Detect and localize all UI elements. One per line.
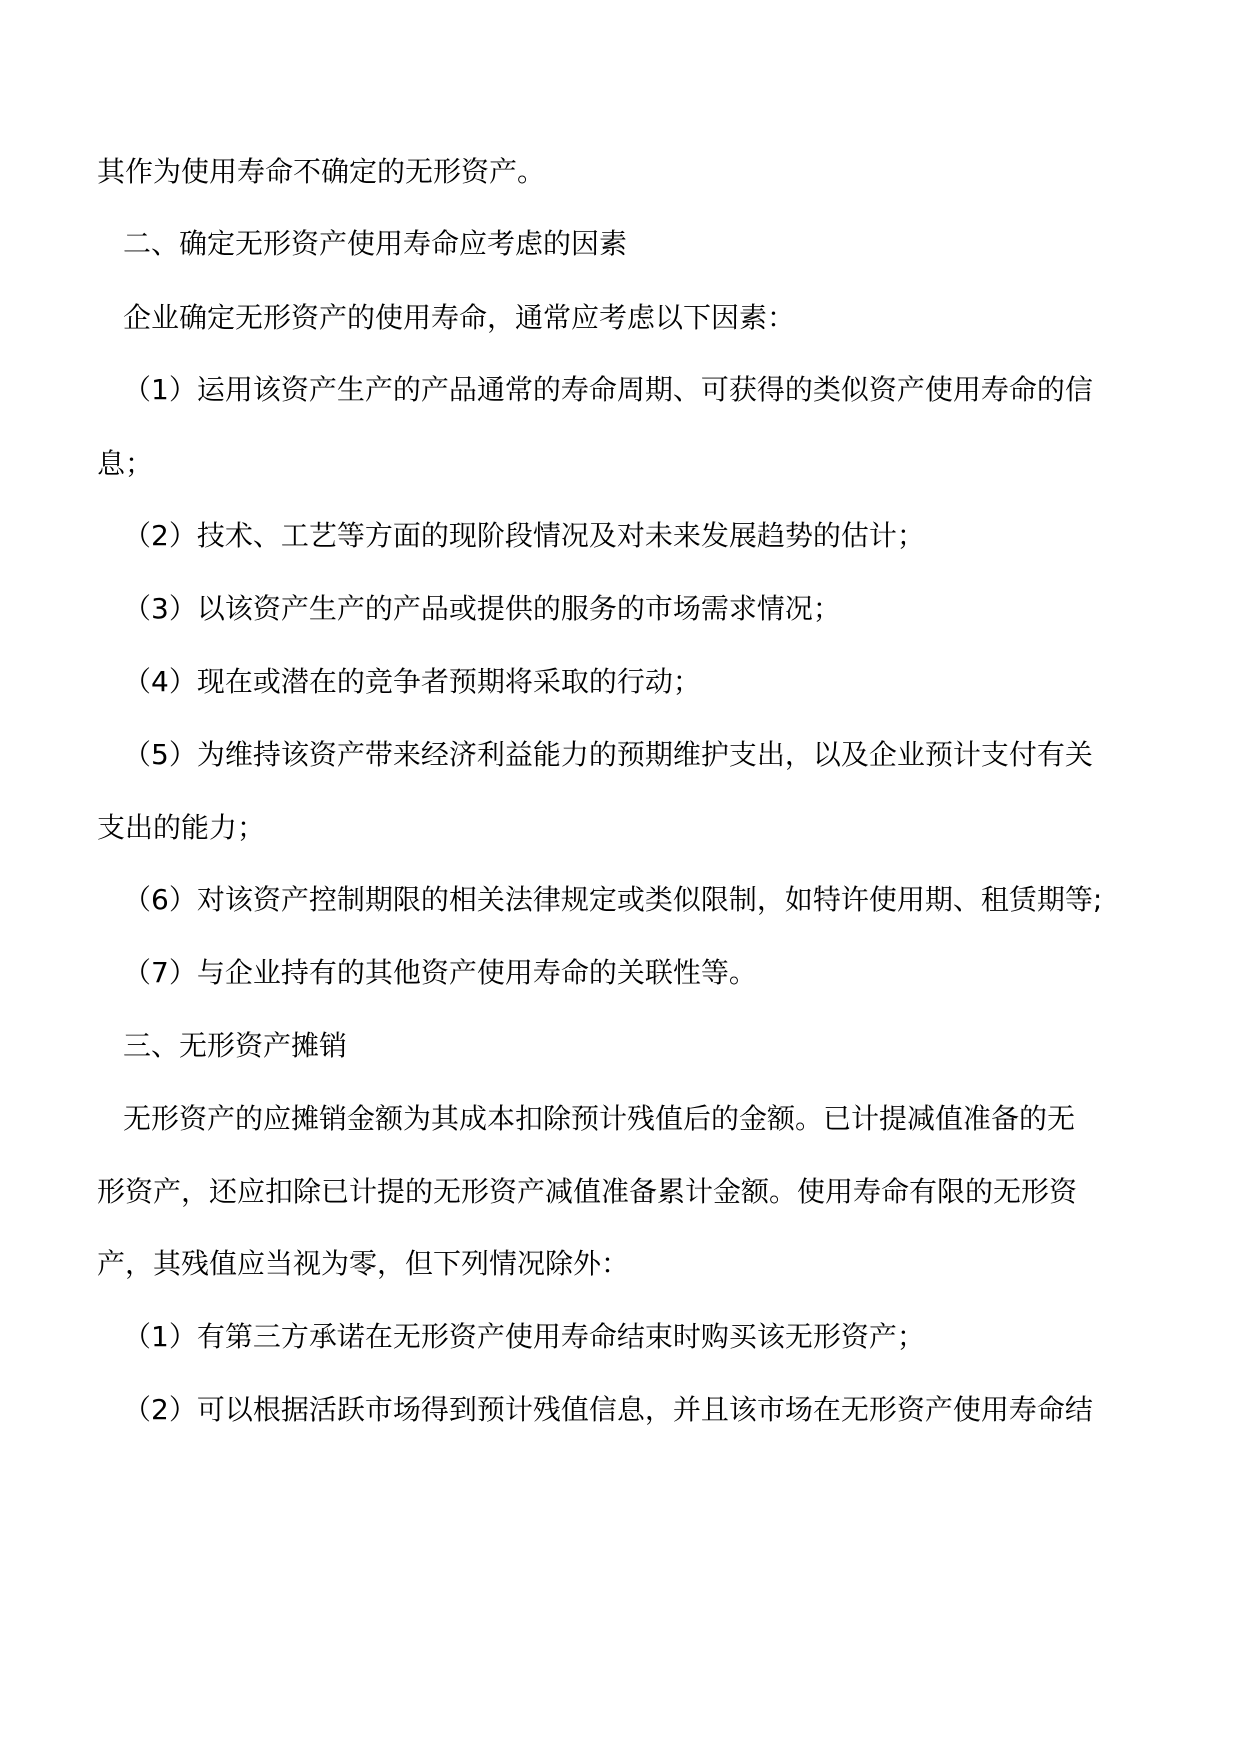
list-item: （6）对该资产控制期限的相关法律规定或类似限制，如特许使用期、租赁期等; (123, 883, 1103, 916)
section-heading: 三、无形资产摊销 (123, 1029, 348, 1062)
list-item: （2）可以根据活跃市场得到预计残值信息，并且该市场在无形资产使用寿命结 (123, 1393, 1093, 1426)
paragraph-line: 企业确定无形资产的使用寿命，通常应考虑以下因素： (123, 301, 796, 334)
list-item: （3）以该资产生产的产品或提供的服务的市场需求情况； (123, 592, 841, 625)
paragraph-line: 产，其残值应当视为零，但下列情况除外： (97, 1247, 630, 1280)
list-item: （7）与企业持有的其他资产使用寿命的关联性等。 (123, 956, 757, 989)
list-item-continuation: 息； (97, 447, 154, 480)
paragraph-line: 无形资产的应摊销金额为其成本扣除预计残值后的金额。已计提减值准备的无 (123, 1102, 1076, 1135)
list-item: （5）为维持该资产带来经济利益能力的预期维护支出，以及企业预计支付有关 (123, 738, 1093, 771)
list-item-continuation: 支出的能力； (97, 811, 266, 844)
paragraph-line: 其作为使用寿命不确定的无形资产。 (97, 155, 546, 188)
section-heading: 二、确定无形资产使用寿命应考虑的因素 (123, 227, 628, 260)
list-item: （4）现在或潜在的竞争者预期将采取的行动； (123, 665, 701, 698)
list-item: （1）有第三方承诺在无形资产使用寿命结束时购买该无形资产； (123, 1320, 925, 1353)
list-item: （1）运用该资产生产的产品通常的寿命周期、可获得的类似资产使用寿命的信 (123, 373, 1093, 406)
paragraph-line: 形资产，还应扣除已计提的无形资产减值准备累计金额。使用寿命有限的无形资 (97, 1175, 1078, 1208)
list-item: （2）技术、工艺等方面的现阶段情况及对未来发展趋势的估计； (123, 519, 925, 552)
